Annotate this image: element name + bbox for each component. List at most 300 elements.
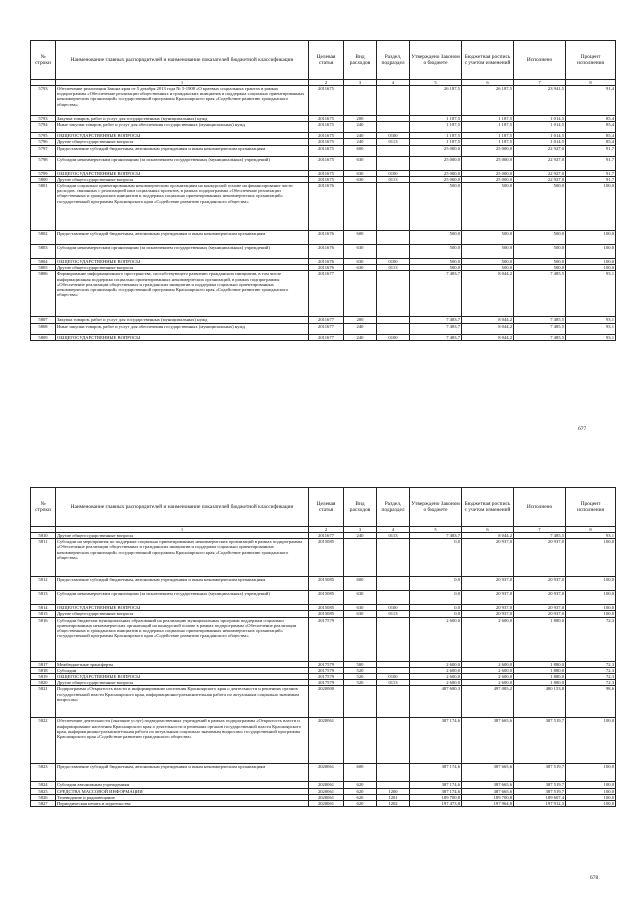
executed-value: 387 519,7 — [514, 718, 566, 764]
header-budget: Бюджетная роспись с учетом изменений — [462, 41, 514, 80]
kind-code — [344, 617, 377, 661]
percent-value: 98,6 — [566, 686, 616, 718]
row-name: ОБЩЕГОСУДАРСТВЕННЫЕ ВОПРОСЫ — [56, 674, 309, 680]
row-name: Закупка товаров, работ и услуг для государственных (муниципальных) нужд — [56, 116, 309, 122]
col-num: 5 — [410, 80, 462, 86]
approved-value: 500,0 — [410, 183, 462, 231]
kind-code: 520 — [344, 674, 377, 680]
kind-code: 630 — [344, 259, 377, 265]
row-name: Предоставление субсидий бюджетным, автономным учреждениям и иным некоммерческим организациям — [56, 145, 309, 156]
row-name: ОБЩЕГОСУДАРСТВЕННЫЕ ВОПРОСЫ — [56, 259, 309, 265]
header-row-number: № строки — [31, 488, 56, 527]
row-number: 5795 — [31, 133, 56, 139]
table-page-677 — [30, 40, 615, 341]
target-code: 2020061 — [309, 764, 344, 782]
page-number: 677 — [578, 426, 587, 432]
approved-value: 500,0 — [410, 265, 462, 271]
percent-value: 100,0 — [566, 794, 616, 800]
target-code: 2015085 — [309, 577, 344, 591]
row-name: Другие общегосударственные вопросы — [56, 265, 309, 271]
table-row — [31, 686, 616, 718]
kind-code: 240 — [344, 133, 377, 139]
section-code — [377, 245, 410, 259]
approved-value: 1 187,5 — [410, 139, 462, 145]
kind-code — [344, 183, 377, 231]
percent-value: 91,7 — [566, 145, 616, 156]
budget-value: 500,0 — [462, 259, 514, 265]
executed-value: 1 880,0 — [514, 667, 566, 673]
section-code: 0100 — [377, 170, 410, 176]
header-name: Наименование главных распорядителей и наименование показателей бюджетной классификации — [56, 488, 309, 527]
approved-value: 25 000,0 — [410, 176, 462, 182]
percent-value: 93,1 — [566, 533, 616, 539]
budget-value: 2 600,0 — [462, 617, 514, 661]
target-code: 2011676 — [309, 259, 344, 265]
col-num: 1 — [56, 527, 309, 533]
target-code: 2011677 — [309, 317, 344, 323]
table-row — [31, 617, 616, 661]
budget-value: 500,0 — [462, 183, 514, 231]
budget-value: 387 665,6 — [462, 782, 514, 788]
budget-value: 500,0 — [462, 245, 514, 259]
table-row — [31, 591, 616, 605]
percent-value: 91,7 — [566, 156, 616, 170]
executed-value: 1 014,5 — [514, 122, 566, 133]
approved-value: 0,0 — [410, 611, 462, 617]
table-row — [31, 231, 616, 245]
section-code — [377, 718, 410, 764]
row-number: 5801 — [31, 183, 56, 231]
table-header — [31, 41, 616, 80]
kind-code: 630 — [344, 245, 377, 259]
table-row — [31, 323, 616, 334]
section-code: 0113 — [377, 611, 410, 617]
header-row-number: № строки — [31, 41, 56, 80]
kind-code: 620 — [344, 801, 377, 807]
kind-code: 600 — [344, 764, 377, 782]
kind-code: 630 — [344, 156, 377, 170]
executed-value: 500,0 — [514, 265, 566, 271]
budget-table — [30, 487, 616, 807]
percent-value: 72,3 — [566, 680, 616, 686]
col-num: 4 — [377, 527, 410, 533]
executed-value: 20 937,0 — [514, 591, 566, 605]
col-num: 6 — [462, 80, 514, 86]
target-code: 2011675 — [309, 139, 344, 145]
section-code: 0113 — [377, 176, 410, 182]
row-name: Обеспечение реализации Закона края от 5 декабря 2013 года № 5-1908 «О краевых социальных грантах в рамках подпрограммы «Обеспечение реализации общественных и гражданских инициатив и поддержка социально ориентированных некоммерческих организаций» государственной программы Красноярского края «Содействие развитию гражданского общества» — [56, 86, 309, 116]
executed-value: 7 485,5 — [514, 323, 566, 334]
section-code — [377, 591, 410, 605]
percent-value: 85,4 — [566, 122, 616, 133]
row-number: 5807 — [31, 317, 56, 323]
target-code: 2011675 — [309, 156, 344, 170]
row-name: Периодическая печать и издательства — [56, 801, 309, 807]
col-num: 8 — [566, 527, 616, 533]
section-code — [377, 539, 410, 577]
target-code: 2011675 — [309, 122, 344, 133]
approved-value: 0,0 — [410, 577, 462, 591]
percent-value: 100,0 — [566, 718, 616, 764]
percent-value: 72,3 — [566, 661, 616, 667]
section-code — [377, 156, 410, 170]
kind-code: 520 — [344, 667, 377, 673]
target-code: 2011675 — [309, 133, 344, 139]
percent-value: 100,0 — [566, 591, 616, 605]
executed-value: 7 485,5 — [514, 317, 566, 323]
budget-value: 197 964,8 — [462, 801, 514, 807]
approved-value: 26 187,5 — [410, 86, 462, 116]
section-code: 1200 — [377, 788, 410, 794]
table-page-678 — [30, 487, 615, 807]
header-name: Наименование главных распорядителей и наименование показателей бюджетной классификации — [56, 41, 309, 80]
row-name: Субсидии — [56, 667, 309, 673]
executed-value: 1 880,0 — [514, 617, 566, 661]
percent-value: 72,3 — [566, 674, 616, 680]
target-code: 2015085 — [309, 611, 344, 617]
budget-value: 8 044,2 — [462, 317, 514, 323]
row-number: 5802 — [31, 231, 56, 245]
budget-value: 25 000,0 — [462, 145, 514, 156]
budget-table — [30, 40, 616, 341]
table-row — [31, 801, 616, 807]
approved-value: 7 483,7 — [410, 271, 462, 317]
col-num: 5 — [410, 527, 462, 533]
approved-value: 387 174,6 — [410, 782, 462, 788]
executed-value: 20 937,0 — [514, 577, 566, 591]
section-code: 1202 — [377, 801, 410, 807]
budget-value: 25 000,0 — [462, 176, 514, 182]
kind-code: 620 — [344, 788, 377, 794]
row-number: 5820 — [31, 680, 56, 686]
target-code: 2011677 — [309, 334, 344, 340]
executed-value: 20 937,0 — [514, 605, 566, 611]
row-name: Субсидии некоммерческим организациям (за исключением государственных (муниципальных) учреждений) — [56, 156, 309, 170]
row-name: Другие общегосударственные вопросы — [56, 680, 309, 686]
section-code — [377, 145, 410, 156]
executed-value: 1 014,5 — [514, 133, 566, 139]
kind-code: 200 — [344, 317, 377, 323]
approved-value: 387 174,6 — [410, 788, 462, 794]
row-name: ОБЩЕГОСУДАРСТВЕННЫЕ ВОПРОСЫ — [56, 605, 309, 611]
executed-value: 1 880,0 — [514, 661, 566, 667]
target-code: 2015085 — [309, 539, 344, 577]
approved-value: 487 680,3 — [410, 686, 462, 718]
budget-value: 497 085,2 — [462, 686, 514, 718]
target-code: 2020061 — [309, 788, 344, 794]
executed-value: 500,0 — [514, 259, 566, 265]
col-num: 3 — [344, 527, 377, 533]
target-code: 2017579 — [309, 617, 344, 661]
table-body — [31, 86, 616, 341]
percent-value: 85,4 — [566, 133, 616, 139]
approved-value: 0,0 — [410, 591, 462, 605]
target-code: 2017579 — [309, 674, 344, 680]
percent-value: 100,0 — [566, 183, 616, 231]
approved-value: 25 000,0 — [410, 145, 462, 156]
section-code: 0113 — [377, 139, 410, 145]
row-name: Телевидение и радиовещание — [56, 794, 309, 800]
percent-value: 100,0 — [566, 801, 616, 807]
percent-value: 100,0 — [566, 259, 616, 265]
row-number: 5814 — [31, 605, 56, 611]
executed-value: 197 912,3 — [514, 801, 566, 807]
row-name: Иные закупки товаров, работ и услуг для обеспечения государственных (муниципальных) нужд — [56, 323, 309, 334]
approved-value: 1 187,5 — [410, 133, 462, 139]
kind-code: 600 — [344, 145, 377, 156]
percent-value: 100,0 — [566, 577, 616, 591]
table-row — [31, 183, 616, 231]
row-name: ОБЩЕГОСУДАРСТВЕННЫЕ ВОПРОСЫ — [56, 133, 309, 139]
kind-code: 630 — [344, 265, 377, 271]
row-name: ОБЩЕГОСУДАРСТВЕННЫЕ ВОПРОСЫ — [56, 170, 309, 176]
row-name: Предоставление субсидий бюджетным, автономным учреждениям и иным некоммерческим организациям — [56, 577, 309, 591]
budget-value: 1 187,5 — [462, 139, 514, 145]
approved-value: 0,0 — [410, 539, 462, 577]
header-executed: Исполнено — [514, 488, 566, 527]
target-code: 2011676 — [309, 231, 344, 245]
kind-code — [344, 686, 377, 718]
section-code: 0100 — [377, 259, 410, 265]
table-header — [31, 488, 616, 527]
target-code: 2020061 — [309, 718, 344, 764]
kind-code: 600 — [344, 577, 377, 591]
percent-value: 100,0 — [566, 265, 616, 271]
header-kind: Вид расходов — [344, 41, 377, 80]
target-code: 2017579 — [309, 667, 344, 673]
executed-value: 500,0 — [514, 245, 566, 259]
kind-code: 600 — [344, 231, 377, 245]
executed-value: 22 927,0 — [514, 170, 566, 176]
col-num: 1 — [56, 80, 309, 86]
approved-value: 2 600,0 — [410, 661, 462, 667]
target-code: 2015085 — [309, 605, 344, 611]
row-number: 5817 — [31, 661, 56, 667]
approved-value: 0,0 — [410, 605, 462, 611]
approved-value: 1 187,5 — [410, 116, 462, 122]
section-code — [377, 617, 410, 661]
executed-value: 387 519,7 — [514, 764, 566, 782]
target-code: 2020061 — [309, 794, 344, 800]
row-number: 5793 — [31, 116, 56, 122]
table-row — [31, 122, 616, 133]
row-name: Субсидии бюджетам муниципальных образований на реализацию муниципальных программ поддержки социально ориентированных некоммерческих организаций на конкурсной основе в рамках подпрограммы «Обеспечение реализации общественных и гражданских инициатив и поддержка социально ориентированных некоммерческих организаций» государственной программы Красноярского края «Содействие развитию гражданского общества» — [56, 617, 309, 661]
approved-value: 7 483,7 — [410, 334, 462, 340]
row-name: СРЕДСТВА МАССОВОЙ ИНФОРМАЦИИ — [56, 788, 309, 794]
approved-value: 2 600,0 — [410, 680, 462, 686]
header-percent: Процент исполнения — [566, 41, 616, 80]
budget-value: 20 937,0 — [462, 605, 514, 611]
row-name: Субсидии социально ориентированным некоммерческим организациям на конкурсной основе на финансирование части расходов, связанных с реализацией ими социальных проектов, в рамках подпрограммы «Обеспечение реализации общественных и гражданских инициатив и поддержка социально ориентированных некоммерческих организаций» государственной программы Красноярского края «Содействие развитию гражданского общества» — [56, 183, 309, 231]
budget-value: 20 937,0 — [462, 539, 514, 577]
approved-value: 2 600,0 — [410, 674, 462, 680]
budget-value: 8 044,2 — [462, 334, 514, 340]
kind-code — [344, 539, 377, 577]
percent-value: 93,1 — [566, 334, 616, 340]
row-name: Предоставление субсидий бюджетным, автономным учреждениям и иным некоммерческим организациям — [56, 231, 309, 245]
col-num: 4 — [377, 80, 410, 86]
percent-value: 100,0 — [566, 231, 616, 245]
target-code: 2017579 — [309, 680, 344, 686]
row-number: 5800 — [31, 176, 56, 182]
executed-value: 500,0 — [514, 183, 566, 231]
table-row — [31, 245, 616, 259]
kind-code: 620 — [344, 794, 377, 800]
section-code — [377, 686, 410, 718]
executed-value: 1 014,5 — [514, 116, 566, 122]
kind-code: 240 — [344, 323, 377, 334]
header-kind: Вид расходов — [344, 488, 377, 527]
approved-value: 25 000,0 — [410, 170, 462, 176]
target-code: 2015085 — [309, 591, 344, 605]
target-code: 2011675 — [309, 116, 344, 122]
executed-value: 480 153,8 — [514, 686, 566, 718]
percent-value: 93,1 — [566, 323, 616, 334]
kind-code: 630 — [344, 605, 377, 611]
section-code — [377, 122, 410, 133]
table-row — [31, 334, 616, 340]
target-code: 2020061 — [309, 801, 344, 807]
col-num: 7 — [514, 527, 566, 533]
budget-value: 25 000,0 — [462, 170, 514, 176]
budget-value: 1 187,5 — [462, 122, 514, 133]
approved-value: 2 600,0 — [410, 617, 462, 661]
budget-value: 189 700,8 — [462, 794, 514, 800]
row-number: 5799 — [31, 170, 56, 176]
row-number: 5823 — [31, 764, 56, 782]
row-number: 5809 — [31, 334, 56, 340]
kind-code: 630 — [344, 170, 377, 176]
kind-code — [344, 86, 377, 116]
approved-value: 500,0 — [410, 245, 462, 259]
section-code: 0113 — [377, 680, 410, 686]
approved-value: 500,0 — [410, 259, 462, 265]
approved-value: 500,0 — [410, 231, 462, 245]
row-name: Субсидии на мероприятия по поддержке социально ориентированных некоммерческих организаций в рамках подпрограммы «Обеспечение реализации общественных и гражданских инициатив и поддержка социально ориентированных некоммерческих организаций» государственной программы Красноярского края «Содействие развитию гражданского общества» — [56, 539, 309, 577]
target-code: 2011675 — [309, 145, 344, 156]
percent-value: 91,4 — [566, 86, 616, 116]
row-name: Субсидии некоммерческим организациям (за исключением государственных (муниципальных) учреждений) — [56, 245, 309, 259]
section-code: 1201 — [377, 794, 410, 800]
row-name: Межбюджетные трансферты — [56, 661, 309, 667]
executed-value: 387 519,7 — [514, 782, 566, 788]
section-code — [377, 183, 410, 231]
row-number: 5813 — [31, 591, 56, 605]
kind-code — [344, 718, 377, 764]
section-code — [377, 323, 410, 334]
approved-value: 197 473,8 — [410, 801, 462, 807]
approved-value: 2 600,0 — [410, 667, 462, 673]
budget-value: 500,0 — [462, 231, 514, 245]
col-num: 7 — [514, 80, 566, 86]
kind-code: 240 — [344, 139, 377, 145]
row-number: 5797 — [31, 145, 56, 156]
row-name: ОБЩЕГОСУДАРСТВЕННЫЕ ВОПРОСЫ — [56, 334, 309, 340]
header-target: Целевая статья — [309, 41, 344, 80]
header-executed: Исполнено — [514, 41, 566, 80]
row-name: Иные закупки товаров, работ и услуг для обеспечения государственных (муниципальных) нужд — [56, 122, 309, 133]
section-code — [377, 86, 410, 116]
row-name: Субсидии автономным учреждениям — [56, 782, 309, 788]
executed-value: 7 485,5 — [514, 533, 566, 539]
header-budget: Бюджетная роспись с учетом изменений — [462, 488, 514, 527]
table-row — [31, 271, 616, 317]
row-number: 5808 — [31, 323, 56, 334]
budget-value: 387 665,6 — [462, 788, 514, 794]
section-code: 0100 — [377, 334, 410, 340]
row-name: Обеспечение деятельности (оказание услуг) подведомственных учреждений в рамках подпрограммы «Открытость власти и информирование населения Красноярского края о деятельности и решениях органов государственной власти Красноярского края, информационно-разъяснительная работа по актуальным социально значимым вопросам» государственной программы Красноярского края «Содействие развитию гражданского общества» — [56, 718, 309, 764]
row-name: Подпрограмма «Открытость власти и информирование населения Красноярского края о деятельности и решениях органов государственной власти Красноярского края, информационно-разъяснительная работа по актуальным социально значимым вопросам» — [56, 686, 309, 718]
target-code: 2011676 — [309, 265, 344, 271]
section-code: 0113 — [377, 533, 410, 539]
executed-value: 1 880,0 — [514, 674, 566, 680]
percent-value: 91,7 — [566, 170, 616, 176]
percent-value: 91,7 — [566, 176, 616, 182]
budget-value: 2 600,0 — [462, 674, 514, 680]
executed-value: 7 485,5 — [514, 271, 566, 317]
kind-code: 240 — [344, 334, 377, 340]
executed-value: 387 519,7 — [514, 788, 566, 794]
row-number: 5815 — [31, 611, 56, 617]
kind-code — [344, 271, 377, 317]
row-number: 5804 — [31, 259, 56, 265]
col-num: 6 — [462, 527, 514, 533]
row-number: 5816 — [31, 617, 56, 661]
kind-code: 630 — [344, 591, 377, 605]
row-name: Предоставление субсидий бюджетным, автономным учреждениям и иным некоммерческим организациям — [56, 764, 309, 782]
section-code: 0100 — [377, 605, 410, 611]
table-row — [31, 718, 616, 764]
table-row — [31, 539, 616, 577]
table-row — [31, 86, 616, 116]
row-number: 5824 — [31, 782, 56, 788]
budget-value: 25 000,0 — [462, 156, 514, 170]
row-name: Субсидии некоммерческим организациям (за исключением государственных (муниципальных) учреждений) — [56, 591, 309, 605]
row-name: Другие общегосударственные вопросы — [56, 533, 309, 539]
executed-value: 22 927,0 — [514, 156, 566, 170]
section-code — [377, 577, 410, 591]
budget-value: 387 665,6 — [462, 718, 514, 764]
row-number: 5821 — [31, 686, 56, 718]
target-code: 2011677 — [309, 271, 344, 317]
row-number: 5818 — [31, 667, 56, 673]
target-code: 2011677 — [309, 323, 344, 334]
row-name: Другие общегосударственные вопросы — [56, 176, 309, 182]
target-code: 2011675 — [309, 170, 344, 176]
kind-code: 630 — [344, 611, 377, 617]
kind-code: 240 — [344, 533, 377, 539]
executed-value: 20 937,0 — [514, 539, 566, 577]
section-code — [377, 231, 410, 245]
header-section: Раздел, подраздел — [377, 41, 410, 80]
percent-value: 93,1 — [566, 271, 616, 317]
percent-value: 93,1 — [566, 317, 616, 323]
header-section: Раздел, подраздел — [377, 488, 410, 527]
approved-value: 7 483,7 — [410, 317, 462, 323]
budget-value: 1 187,5 — [462, 133, 514, 139]
row-number: 5822 — [31, 718, 56, 764]
row-number: 5810 — [31, 533, 56, 539]
percent-value: 85,4 — [566, 139, 616, 145]
kind-code: 630 — [344, 176, 377, 182]
row-number: 5812 — [31, 577, 56, 591]
executed-value: 22 927,0 — [514, 176, 566, 182]
approved-value: 387 174,6 — [410, 764, 462, 782]
row-name: Другие общегосударственные вопросы — [56, 611, 309, 617]
kind-code: 240 — [344, 122, 377, 133]
header-approved: Утверждено Законом о бюджете — [410, 488, 462, 527]
table-row — [31, 577, 616, 591]
